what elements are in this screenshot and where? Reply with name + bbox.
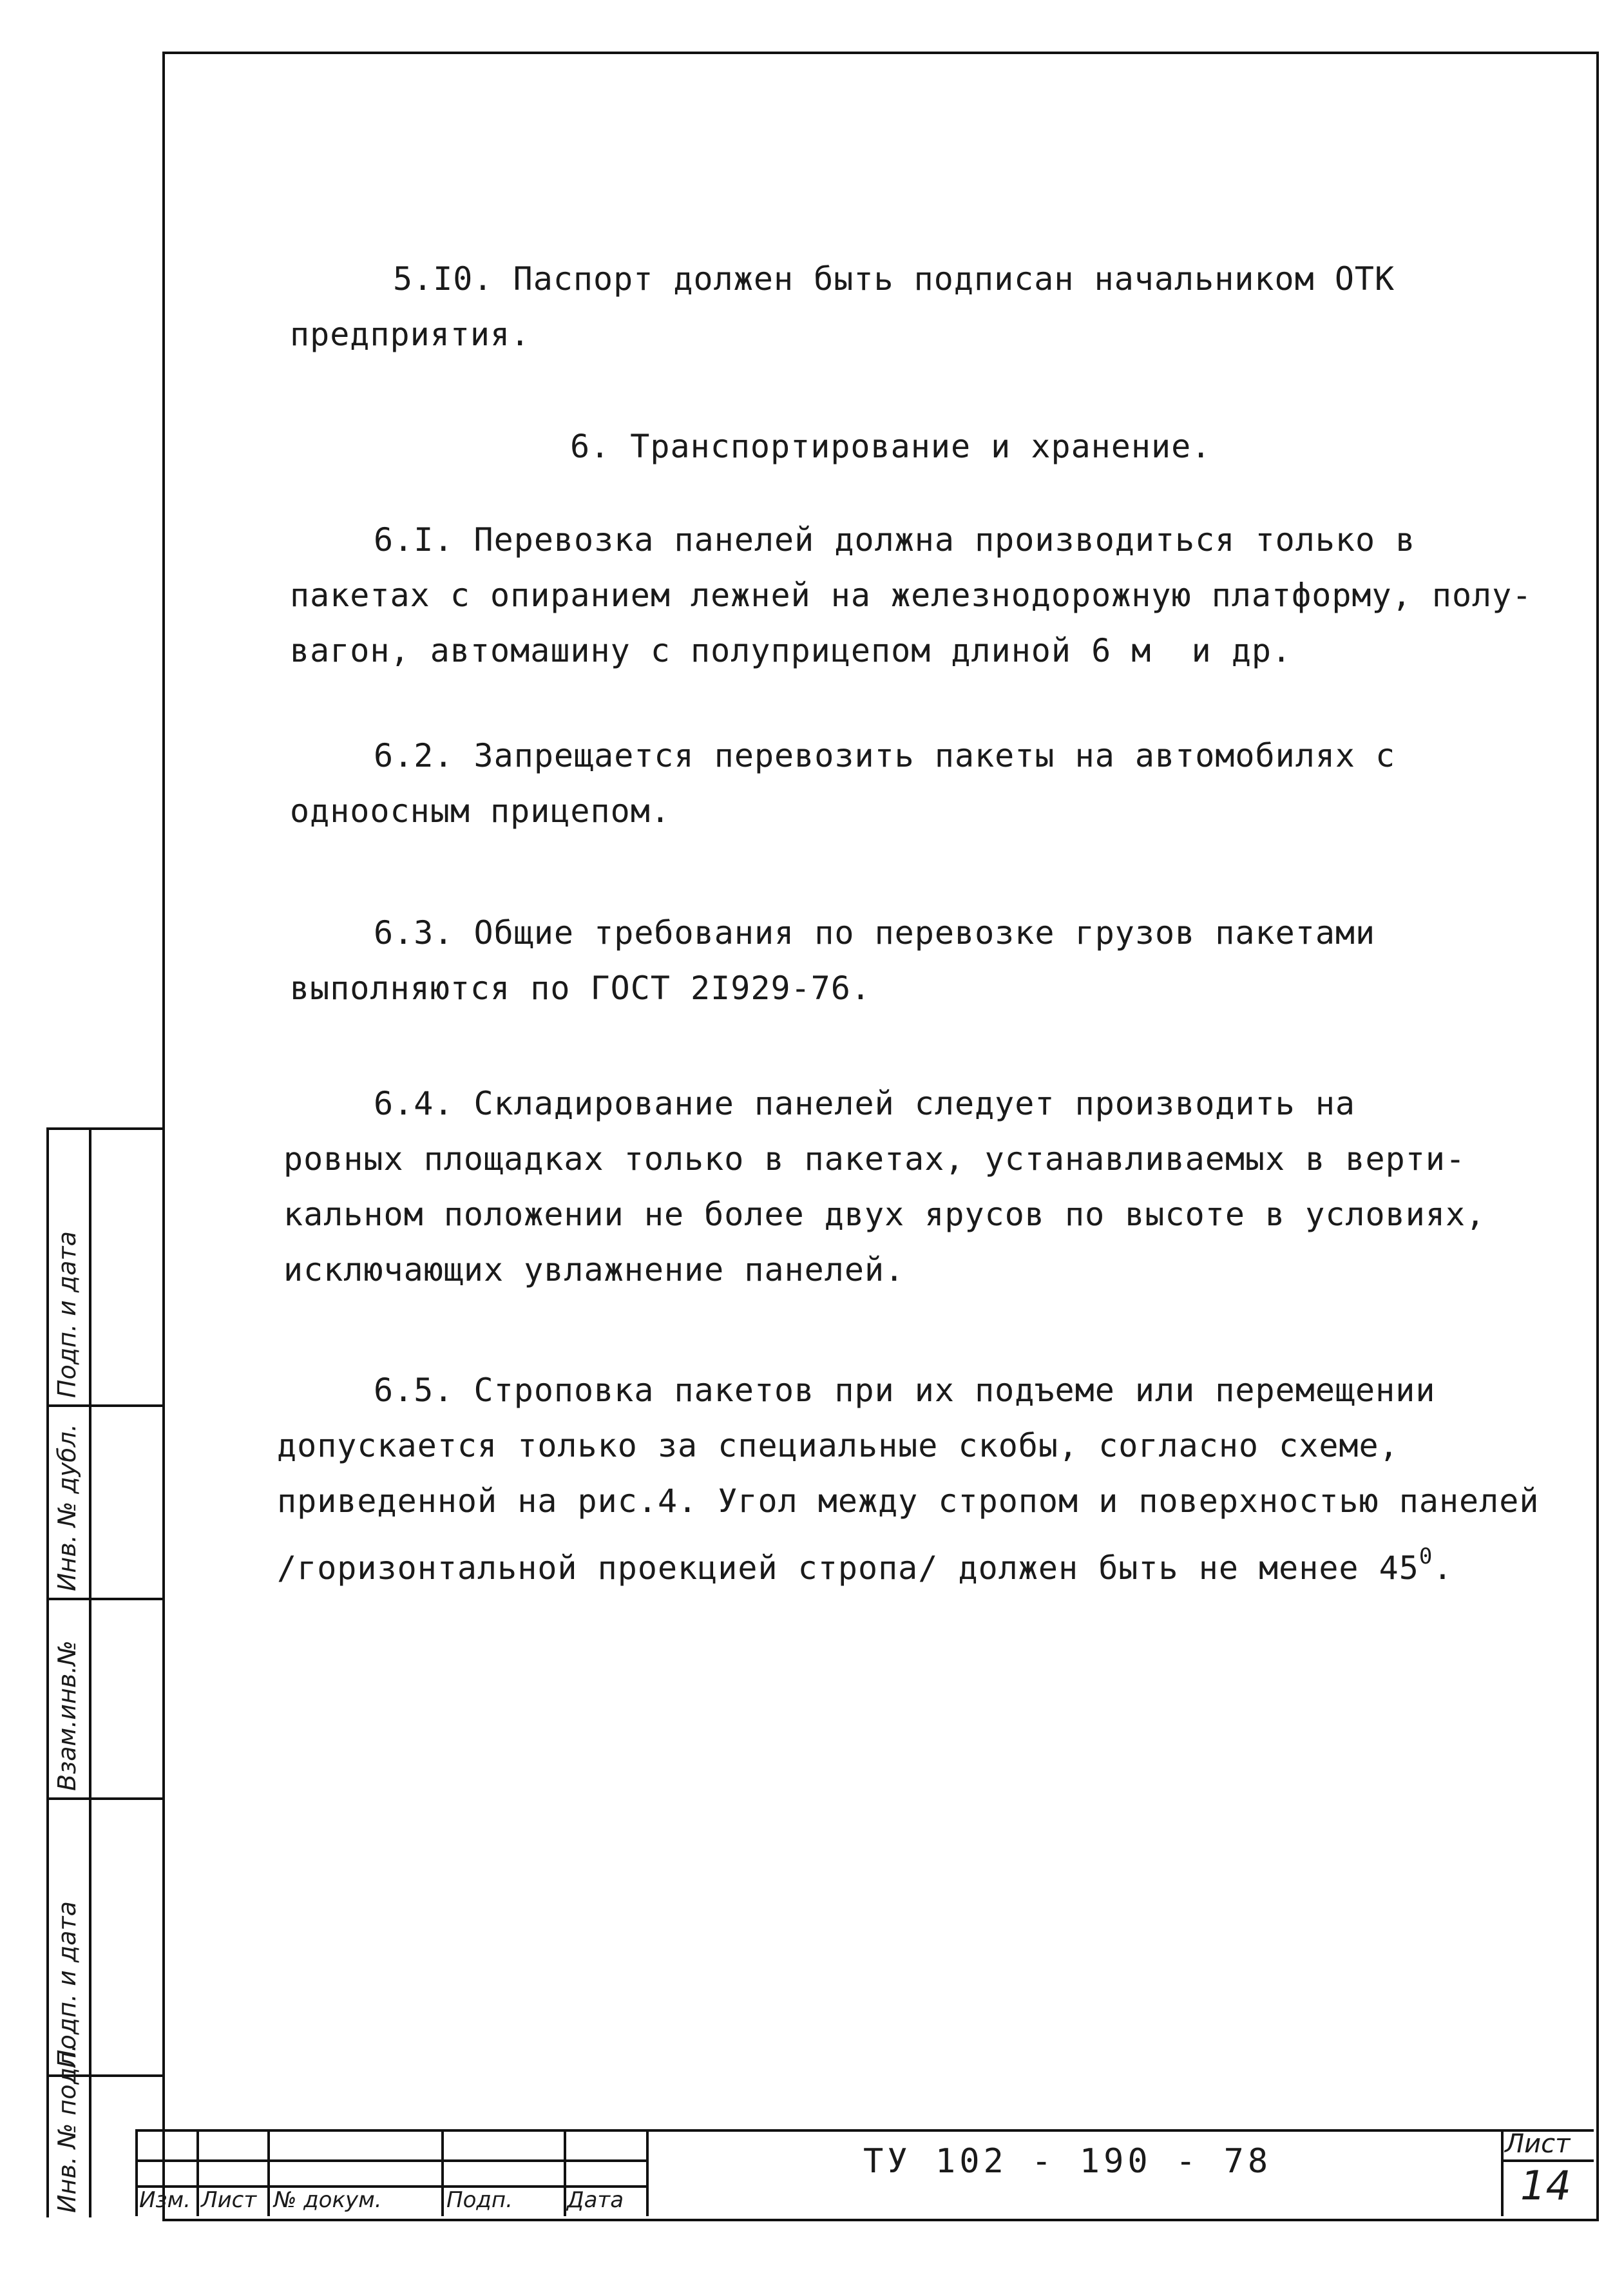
- p61-line2: пакетах с опиранием лежней на железнодорожную платформу, полу-: [290, 577, 1533, 614]
- document-body: [277, 251, 1552, 1669]
- p65-line3: приведенной на рис.4. Угол между стропом и поверхностью панелей: [277, 1482, 1540, 1520]
- p61-line1: 6.I. Перевозка панелей должна производиться только в: [374, 521, 1416, 559]
- p65-line1: 6.5. Строповка пакетов при их подъеме или перемещении: [374, 1372, 1436, 1409]
- col-izm-label: Изм.: [139, 2187, 191, 2213]
- p64-line1: 6.4. Складирование панелей следует производить на: [374, 1085, 1356, 1122]
- side-podp-data-bottom: Подп. и дата: [53, 1901, 81, 2068]
- p63-line1: 6.3. Общие требования по перевозке грузов пакетами: [374, 914, 1376, 952]
- side-podp-data-top: Подп. и дата: [53, 1231, 81, 1398]
- p63-line2: выполняются по ГОСТ 2I929-76.: [290, 970, 871, 1007]
- p65-line4: [277, 1529, 1453, 1596]
- p65-line4-end: .: [1433, 1549, 1453, 1587]
- col-list-label: Лист: [201, 2187, 257, 2213]
- section-6-title: 6. Транспортирование и хранение.: [570, 428, 1212, 465]
- side-vzam-inv: Взам.инв.№: [53, 1640, 81, 1791]
- p510-line1: 5.I0. Паспорт должен быть подписан начальником ОТК: [393, 260, 1395, 298]
- p510-line2: предприятия.: [290, 316, 531, 353]
- side-inv-podl: Инв. № подл.: [53, 2044, 81, 2213]
- p61-line3: вагон, автомашину с полуприцепом длиной 6 м и др.: [290, 632, 1292, 669]
- p65-line2: допускается только за специальные скобы, согласно схеме,: [277, 1427, 1399, 1464]
- p64-line4: исключающих увлажнение панелей.: [283, 1251, 905, 1288]
- p64-line2: ровных площадках только в пакетах, устанавливаемых в верти-: [283, 1140, 1466, 1178]
- p65-line4-main: /горизонтальной проекцией стропа/ должен быть не менее 45: [277, 1549, 1419, 1587]
- col-podp-label: Подп.: [446, 2187, 513, 2213]
- sheet-label: Лист: [1505, 2129, 1571, 2159]
- p64-line3: кальном положении не более двух ярусов по высоте в условиях,: [283, 1196, 1486, 1233]
- p62-line2: одноосным прицепом.: [290, 792, 671, 830]
- document-code: ТУ 102 - 190 - 78: [863, 2142, 1272, 2181]
- p65-line4-degree: 0: [1419, 1544, 1433, 1569]
- sheet-number: 14: [1520, 2162, 1571, 2209]
- p62-line1: 6.2. Запрещается перевозить пакеты на автомобилях с: [374, 737, 1396, 774]
- col-doc-label: № докум.: [274, 2187, 382, 2213]
- col-data-label: Дата: [567, 2187, 624, 2213]
- side-inv-dubl: Инв. № дубл.: [53, 1424, 81, 1591]
